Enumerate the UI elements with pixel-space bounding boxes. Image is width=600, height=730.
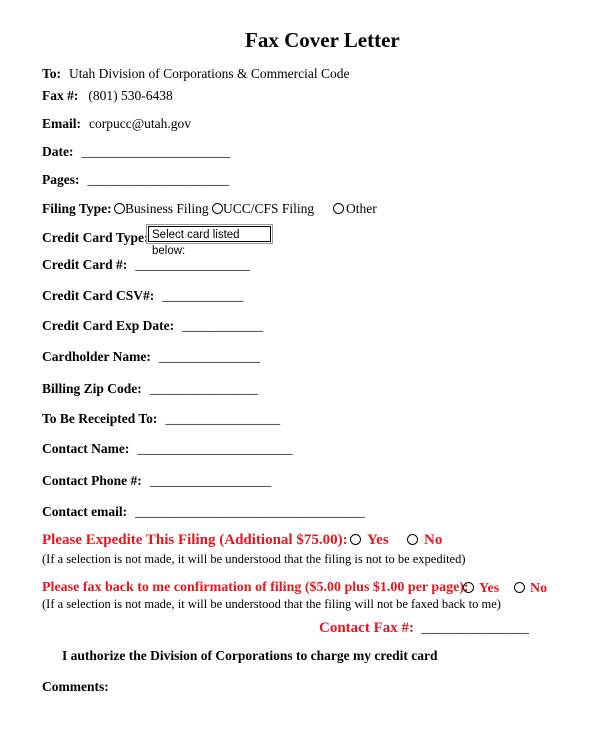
radio-ucc-filing[interactable]	[212, 203, 223, 214]
contact-fax-row	[319, 619, 529, 637]
filing-option-ucc[interactable]	[212, 200, 314, 218]
credit-card-csv-row	[42, 287, 243, 305]
expedite-note: (If a selection is not made, it will be understood that the filing is not to be expedited)	[42, 552, 466, 566]
expedite-no-option[interactable]	[407, 531, 442, 549]
date-label: Date:	[42, 144, 74, 159]
business-filing-label: Business Filing	[125, 201, 209, 216]
contact-phone-field[interactable]: __________________	[149, 473, 272, 488]
credit-card-type-row	[42, 229, 149, 247]
credit-card-number-field[interactable]: _________________	[135, 257, 250, 272]
contact-name-field[interactable]: _______________________	[137, 441, 293, 456]
cardholder-name-row	[42, 348, 260, 366]
ucc-filing-label: UCC/CFS Filing	[223, 201, 315, 216]
page-title: Fax Cover Letter	[245, 28, 400, 52]
receipted-to-label: To Be Receipted To:	[42, 411, 158, 426]
contact-email-label: Contact email:	[42, 504, 128, 519]
date-field[interactable]: ______________________	[81, 144, 230, 159]
billing-zip-label: Billing Zip Code:	[42, 381, 142, 396]
cardholder-name-field[interactable]: _______________	[158, 349, 261, 364]
contact-name-label: Contact Name:	[42, 441, 130, 456]
comments-label: Comments:	[42, 679, 109, 694]
expedite-question: Please Expedite This Filing (Additional $75.00):	[42, 532, 348, 548]
fax-back-row	[42, 578, 469, 596]
fax-back-question: Please fax back to me confirmation of filing ($5.00 plus $1.00 per page):	[42, 580, 469, 595]
contact-fax-label: Contact Fax #:	[319, 620, 414, 636]
filing-option-other[interactable]	[333, 200, 377, 218]
billing-zip-field[interactable]: ________________	[149, 381, 258, 396]
authorize-statement: I authorize the Division of Corporations to charge my credit card	[62, 648, 438, 663]
contact-fax-field[interactable]: ________________	[420, 620, 529, 635]
filing-type-row	[42, 200, 112, 218]
credit-card-exp-label: Credit Card Exp Date:	[42, 318, 175, 333]
fax-value: (801) 530-6438	[88, 88, 173, 103]
email-value: corpucc@utah.gov	[89, 116, 192, 131]
contact-email-field[interactable]: __________________________________	[135, 504, 365, 519]
credit-card-number-label: Credit Card #:	[42, 257, 128, 272]
credit-card-csv-field[interactable]: ____________	[162, 288, 244, 303]
fax-row	[42, 87, 173, 105]
credit-card-exp-field[interactable]: ____________	[182, 318, 264, 333]
credit-card-type-select[interactable]: Select card listed below:	[148, 226, 271, 242]
radio-business-filing[interactable]	[114, 203, 125, 214]
fax-back-no-label: No	[530, 581, 548, 596]
to-label: To:	[42, 66, 62, 81]
contact-phone-label: Contact Phone #:	[42, 473, 142, 488]
receipted-to-field[interactable]: _________________	[165, 411, 281, 426]
contact-phone-row	[42, 472, 271, 490]
radio-fax-back-no[interactable]	[514, 582, 525, 593]
credit-card-number-row	[42, 256, 250, 274]
contact-name-row	[42, 440, 293, 458]
expedite-yes-label: Yes	[367, 532, 389, 548]
credit-card-type-label: Credit Card Type:	[42, 230, 149, 245]
email-row	[42, 115, 191, 133]
to-row	[42, 65, 349, 83]
radio-expedite-yes[interactable]	[350, 534, 361, 545]
fax-back-yes-option[interactable]	[463, 579, 499, 597]
radio-fax-back-yes[interactable]	[463, 582, 474, 593]
fax-label: Fax #:	[42, 88, 79, 103]
email-label: Email:	[42, 116, 81, 131]
billing-zip-row	[42, 380, 258, 398]
cardholder-name-label: Cardholder Name:	[42, 349, 151, 364]
fax-back-note: (If a selection is not made, it will be understood that the filing will not be faxed back to me)	[42, 597, 501, 611]
contact-email-row	[42, 503, 365, 521]
expedite-row	[42, 531, 348, 549]
credit-card-exp-row	[42, 317, 263, 335]
pages-field[interactable]: _____________________	[87, 172, 230, 187]
fax-back-yes-label: Yes	[479, 581, 500, 596]
receipted-to-row	[42, 410, 280, 428]
expedite-yes-option[interactable]	[350, 531, 389, 549]
credit-card-csv-label: Credit Card CSV#:	[42, 288, 155, 303]
to-value: Utah Division of Corporations & Commercial Code	[69, 66, 350, 81]
radio-expedite-no[interactable]	[407, 534, 418, 545]
radio-other[interactable]	[333, 203, 344, 214]
date-row	[42, 143, 230, 161]
fax-back-no-option[interactable]	[514, 579, 547, 597]
pages-row	[42, 171, 229, 189]
pages-label: Pages:	[42, 172, 80, 187]
filing-type-label: Filing Type:	[42, 201, 112, 216]
expedite-no-label: No	[424, 532, 443, 548]
other-label: Other	[346, 201, 377, 216]
filing-option-business[interactable]	[114, 200, 209, 218]
